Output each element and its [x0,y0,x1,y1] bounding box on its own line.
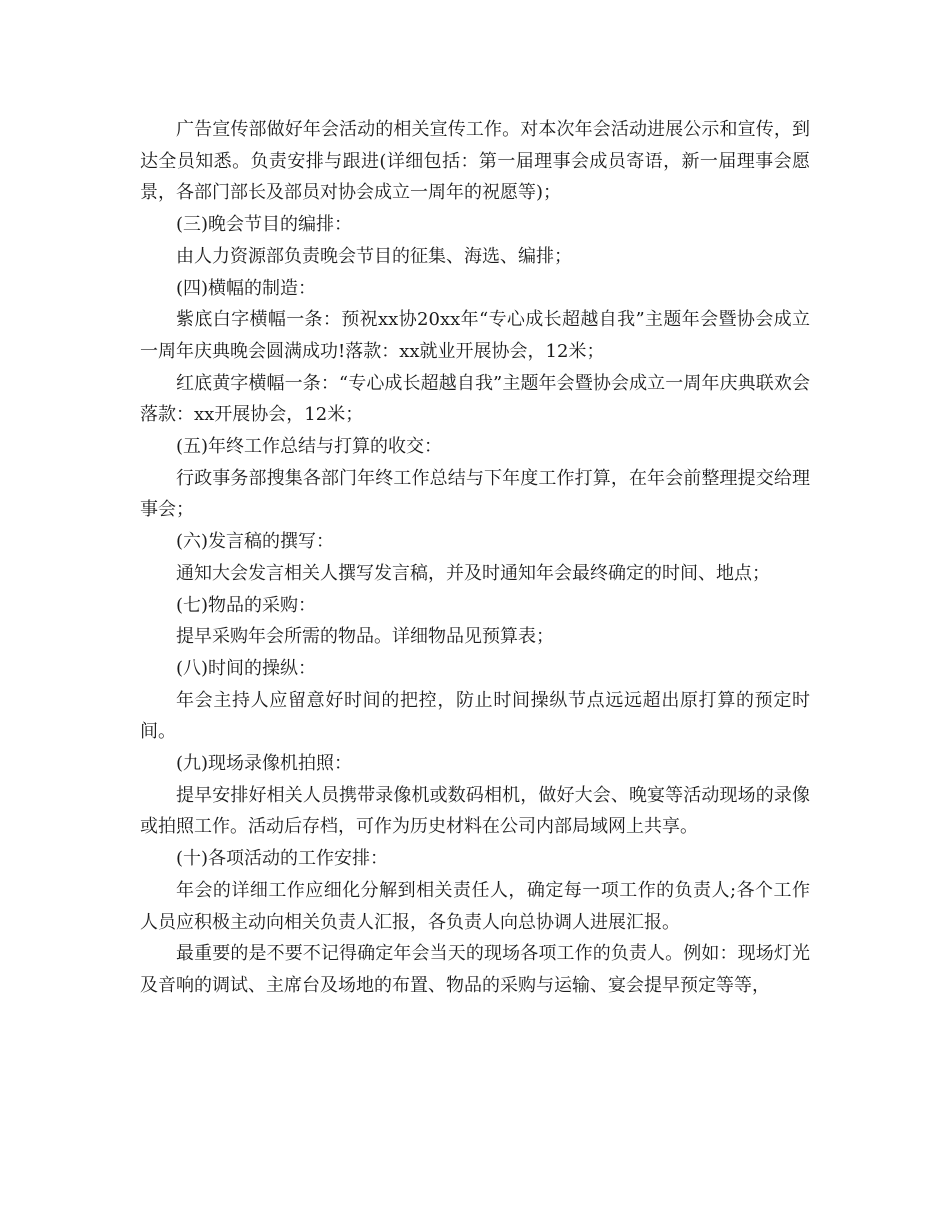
paragraph-time-control: 年会主持人应留意好时间的把控，防止时间操纵节点远远超出原打算的预定时间。 [140,689,810,743]
paragraph-work-arrangement: 年会的详细工作应细化分解到相关责任人，确定每一项工作的负责人;各个工作人员应积极主动向相关负责人汇报，各负责人向总协调人进展汇报。 [140,879,810,933]
heading-procurement: (七)物品的采购： [176,594,317,616]
paragraph-purple-banner: 紫底白字横幅一条：预祝xx协20xx年“专心成长超越自我”主题年会暨协会成立一周年庆典晚会圆满成功!落款：xx就业开展协会，12米； [140,309,810,362]
paragraph-red-banner: 红底黄字横幅一条：“专心成长超越自我”主题年会暨协会成立一周年庆典联欢会落款：xx开展协会，12米； [140,372,810,426]
heading-banner-making: (四)横幅的制造： [176,277,317,299]
heading-work-arrangement: (十)各项活动的工作安排： [176,848,389,870]
paragraph-year-end-summary: 行政事务部搜集各部门年终工作总结与下年度工作打算，在年会前整理提交给理事会； [140,467,810,521]
heading-time-control: (八)时间的操纵： [176,657,317,679]
heading-speech-writing: (六)发言稿的撰写： [176,531,335,553]
paragraph-on-site-responsibility: 最重要的是不要不记得确定年会当天的现场各项工作的负责人。例如：现场灯光及音响的调试、主席台及场地的布置、物品的采购与运输、宴会提早预定等等， [140,943,810,996]
document-body [140,114,810,1002]
paragraph-publicity: 广告宣传部做好年会活动的相关宣传工作。对本次年会活动进展公示和宣传，到达全员知悉。负责安排与跟进(详细包括：第一届理事会成员寄语，新一届理事会愿景，各部门部长及部员对协会成立一周年的祝愿等)； [140,119,810,204]
heading-year-end-summary: (五)年终工作总结与打算的收交： [176,436,443,458]
paragraph-speech-writing: 通知大会发言相关人撰写发言稿，并及时通知年会最终确定的时间、地点； [176,562,770,584]
heading-video-photo: (九)现场录像机拍照： [176,753,353,775]
paragraph-video-photo: 提早安排好相关人员携带录像机或数码相机，做好大会、晚宴等活动现场的录像或拍照工作。活动后存档，可作为历史材料在公司内部局域网上共享。 [140,784,810,838]
heading-program-arrangement: (三)晚会节目的编排： [176,214,353,236]
paragraph-program-arrangement: 由人力资源部负责晚会节目的征集、海选、编排； [176,245,572,267]
paragraph-procurement: 提早采购年会所需的物品。详细物品见预算表； [176,626,554,648]
